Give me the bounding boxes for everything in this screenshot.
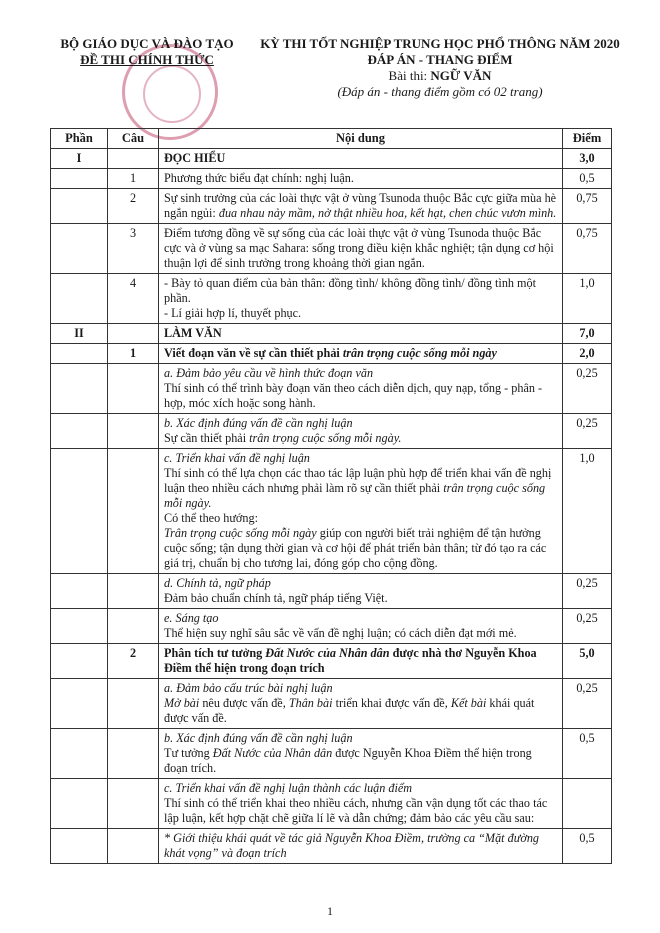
table-row: b. Xác định đúng vấn đề cần nghị luận Sự cần thiết phải trân trọng cuộc sống mỗi ngày. 0,25 [51, 414, 612, 449]
table-row: b. Xác định đúng vấn đề cần nghị luận Tư tưởng Đất Nước của Nhân dân được Nguyễn Khoa Điềm thể hiện trong đoạn trích. 0,5 [51, 729, 612, 779]
answer-key-title: ĐÁP ÁN - THANG ĐIỂM [367, 52, 513, 67]
table-row: 3 Điểm tương đồng về sự sống của các loài thực vật ở vùng Tsunoda thuộc Bắc cực và ở vùng sa mạc Sahara: sống trong điều kiện khắc nghiệt; tận dụng cơ hội thuận lợi để sinh trưởng trong khoảng thời gian ngắn. 0,75 [51, 224, 612, 274]
section-row: I ĐỌC HIỂU 3,0 [51, 149, 612, 169]
table-row: * Giới thiệu khái quát về tác giả Nguyễn Khoa Điềm, trường ca “Mặt đường khát vọng” và đoạn trích 0,5 [51, 829, 612, 864]
question-row: 1 Viết đoạn văn về sự cần thiết phải trân trọng cuộc sống mỗi ngày 2,0 [51, 344, 612, 364]
section-row: II LÀM VĂN 7,0 [51, 324, 612, 344]
col-header-cau: Câu [108, 129, 159, 149]
question-row: 2 Phân tích tư tưởng Đất Nước của Nhân dân được nhà thơ Nguyễn Khoa Điềm thể hiện trong đoạn trích 5,0 [51, 644, 612, 679]
ministry-header [52, 36, 242, 68]
section-title: ĐỌC HIỂU [159, 149, 563, 169]
table-row: d. Chính tả, ngữ pháp Đảm bảo chuẩn chính tả, ngữ pháp tiếng Việt. 0,25 [51, 574, 612, 609]
table-row: a. Đảm bảo yêu cầu về hình thức đoạn văn Thí sinh có thể trình bày đoạn văn theo cách diễn dịch, quy nạp, tổng - phân - hợp, móc xích hoặc song hành. 0,25 [51, 364, 612, 414]
section-score: 7,0 [563, 324, 612, 344]
section-score: 3,0 [563, 149, 612, 169]
page-number: 1 [327, 904, 333, 918]
col-header-noidung: Nội dung [159, 129, 563, 149]
table-row: 2 Sự sinh trưởng của các loài thực vật ở vùng Tsunoda thuộc Bắc cực giữa mùa hè ngắn ngủi: đua nhau nảy mầm, nở thật nhiều hoa, kết hạt, chen chúc vươn mình. 0,75 [51, 189, 612, 224]
exam-status: ĐỀ THI CHÍNH THỨC [80, 52, 214, 67]
section-title: LÀM VĂN [159, 324, 563, 344]
exam-title: KỲ THI TỐT NGHIỆP TRUNG HỌC PHỔ THÔNG NĂM 2020 [260, 36, 620, 51]
exam-header [250, 36, 630, 100]
table-header-row [51, 129, 612, 149]
ministry-name: BỘ GIÁO DỤC VÀ ĐÀO TẠO [60, 36, 234, 51]
page-count-note: (Đáp án - thang điểm gồm có 02 trang) [337, 84, 543, 99]
table-row: a. Đảm bảo cấu trúc bài nghị luận Mở bài nêu được vấn đề, Thân bài triển khai được vấn đề, Kết bài khái quát được vấn đề. 0,25 [51, 679, 612, 729]
col-header-diem: Điểm [563, 129, 612, 149]
table-row: e. Sáng tạo Thể hiện suy nghĩ sâu sắc về vấn đề nghị luận; có cách diễn đạt mới mẻ. 0,25 [51, 609, 612, 644]
col-header-phan: Phần [51, 129, 108, 149]
table-row: 4 - Bày tỏ quan điểm của bản thân: đồng tình/ không đồng tình/ đồng tình một phần. - Lí giải hợp lí, thuyết phục. 1,0 [51, 274, 612, 324]
table-row: 1 Phương thức biểu đạt chính: nghị luận. 0,5 [51, 169, 612, 189]
table-row: c. Triển khai vấn đề nghị luận thành các luận điểm Thí sinh có thể triển khai theo nhiều cách, nhưng cần vận dụng tốt các thao tác lập luận, kết hợp chặt chẽ giữa lí lẽ và dẫn chứng; đảm bảo các yêu cầu sau: [51, 779, 612, 829]
table-row: c. Triển khai vấn đề nghị luận Thí sinh có thể lựa chọn các thao tác lập luận phù hợp để triển khai vấn đề nghị luận theo nhiều cách nhưng phải làm rõ sự cần thiết phải trân trọng cuộc sống mỗi ngày. Có thể theo hướng: Trân trọng cuộc sống mỗi ngày giúp con người biết trải nghiệm để tận hưởng cuộc sống; tận dụng thời gian và cơ hội để phát triển bản thân; từ đó tạo ra các giá trị, chuẩn bị cho tương lai, đóng góp cho cộng đồng. 1,0 [51, 449, 612, 574]
answer-key-table [50, 128, 612, 864]
subject-line: Bài thi: NGỮ VĂN [388, 68, 492, 83]
